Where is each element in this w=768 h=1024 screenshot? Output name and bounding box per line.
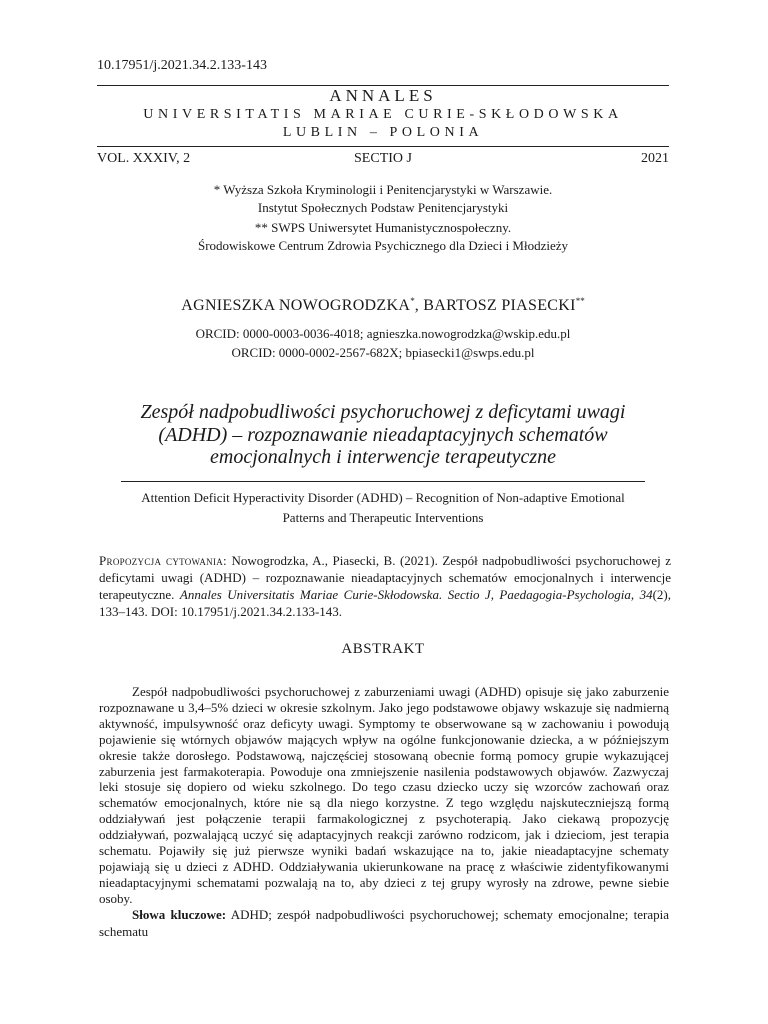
author-separator: ,	[414, 297, 424, 314]
journal-university: UNIVERSITATIS MARIAE CURIE-SKŁODOWSKA	[143, 107, 623, 122]
orcid-author-2: ORCID: 0000-0002-2567-682X; bpiasecki1@swps.edu.pl	[231, 345, 535, 360]
affiliation-2: ** SWPS Uniwersytet Humanistycznospołeczny.	[254, 220, 512, 235]
abstract-heading: ABSTRAKT	[341, 641, 425, 657]
citation-pages: (2), 133–143. DOI: 10.17951/j.2021.34.2.133-143.	[99, 587, 671, 619]
keywords-label: Słowa kluczowe:	[132, 907, 227, 922]
citation-label: Propozycja cytowania:	[99, 553, 227, 568]
volume: VOL. XXXIV, 2	[97, 151, 191, 166]
keywords	[99, 906, 669, 940]
en-title-line-1: Attention Deficit Hyperactivity Disorder (ADHD) – Recognition of Non-adaptive Emotional	[141, 490, 625, 505]
citation	[99, 552, 671, 620]
article-title-en	[97, 488, 669, 528]
article-title-pl	[97, 401, 669, 469]
en-title-line-2: Patterns and Therapeutic Interventions	[282, 510, 484, 525]
abstract-text: Zespół nadpobudliwości psychoruchowej z zaburzeniami uwagi (ADHD) opisuje się jako zaburzenie rozpoznawane u 3,4–5% dzieci w okresie szkolnym. Jako jego podstawowe objawy wskazuje się nadmierną aktywność, impulsywność oraz deficyty uwagi. Symptomy te obserwowane są w zachowaniu i powodują pojawienie się wtórnych objawów mających wpływ na ogólne funkcjonowanie dziecka, a w późniejszym okresie także dorosłego. Podstawową, najczęściej stosowaną obecnie formą pomocy grupie wykazującej zaburzenia jest farmakoterapia. Powoduje ona zmniejszenie nasilenia podstawowych objawów. Zazwyczaj leki stosuje się dopiero od wieku szkolnego. Do tego czasu dziecko uczy się wzorców zachowań oraz schematów emocjonalnych, które nie są dla niego korzystne. Z tego względu najskuteczniejszą formą oddziaływań jest połączenie terapii farmakologicznej z psychoterapią. Jako ciekawą propozycję oddziaływań, pozwalającą uczyć się adaptacyjnych reakcji zarówno rodzicom, jak i dzieciom, jest terapia schematu. Pojawiły się już pierwsze wyniki badań wskazujące na to, jakie nieadaptacyjne schematy pojawiają się u dzieci z ADHD. Oddziaływania ukierunkowane na pracę z właściwie zidentyfikowanymi nieadaptacyjnymi schematami pozwalają na to, aby dzieci z tej grupy wyrosły na zdrowe, pewne siebie osoby.	[99, 684, 669, 906]
journal-city: LUBLIN – POLONIA	[282, 125, 484, 140]
author-2-mark: **	[575, 296, 585, 306]
author-1-mark: *	[410, 296, 415, 306]
affiliation-1: * Wyższa Szkoła Kryminologii i Penitencjarystyki w Warszawie.	[213, 182, 553, 197]
citation-journal: Annales Universitatis Mariae Curie-Skłodowska. Sectio J, Paedagogia-Psychologia, 34	[179, 587, 653, 602]
title-line-1: Zespół nadpobudliwości psychoruchowej z deficytami uwagi	[140, 401, 626, 423]
citation-text: Nowogrodzka, A., Piasecki, B. (2021). Zespół nadpobudliwości psychoruchowej z deficytami uwagi (ADHD) – rozpoznawanie nieadaptacyjnych schematów emocjonalnych i interwencje terapeutyczne.	[99, 553, 671, 602]
abstract	[99, 684, 669, 907]
keywords-text: ADHD; zespół nadpobudliwości psychoruchowej; schematy emocjonalne; terapia schematu	[99, 907, 669, 939]
affiliation-2-centre: Środowiskowe Centrum Zdrowia Psychicznego dla Dzieci i Młodzieży	[197, 238, 569, 253]
header-rule-bottom	[97, 146, 669, 147]
year: 2021	[641, 151, 669, 166]
doi: 10.17951/j.2021.34.2.133-143	[97, 58, 267, 73]
title-line-2: (ADHD) – rozpoznawanie nieadaptacyjnych schematów	[158, 423, 608, 446]
author-1: AGNIESZKA NOWOGRODZKA	[181, 297, 411, 314]
author-2: BARTOSZ PIASECKI	[423, 297, 576, 314]
title-line-3: emocjonalnych i interwencje terapeutyczne	[210, 446, 556, 468]
orcid-author-1: ORCID: 0000-0003-0036-4018; agnieszka.nowogrodzka@wskip.edu.pl	[195, 326, 571, 341]
authors	[97, 296, 669, 315]
section: SECTIO J	[354, 151, 412, 166]
title-rule	[121, 481, 645, 482]
affiliation-1-institute: Instytut Społecznych Podstaw Penitencjarystyki	[257, 200, 509, 215]
journal-title: ANNALES	[329, 86, 437, 105]
